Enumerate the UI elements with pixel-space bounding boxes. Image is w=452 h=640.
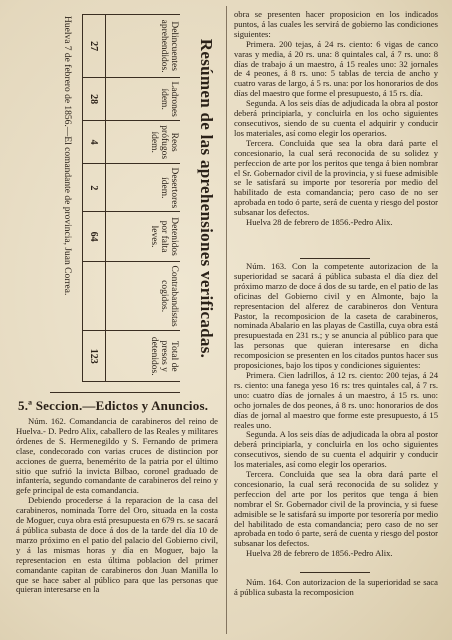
paragraph: obra se presenten hacer proposicion en los indicados puntos, á las cuales les servirá de gobierno las condiciones siguientes: [234,9,438,39]
notice-separator [300,258,370,259]
table-cell: 64 [83,212,106,261]
paragraph: Núm. 162. Comandancia de carabineros del reino de Huelva.- D. Pedro Alix, caballero de las Reales y militares órdenes de S. Hermenegildo y S. Fernando de primera clase, condecorado con varias cruces de distincion por acciones de guerra, benemérito de la patria por el último sitio que sufrió la invicta Bilbao, coronel graduado de infantería, segundo comandante de carabineros del reino y gefe principal de esta comandancia. [16,416,218,496]
paragraph: Debiendo procederse á la reparacion de la casa del carabineros, nominada Torre del Oro, situada en la costa de Moguer, cuya obra está presupuesta en 679 rs. se sacará á pública subasta de doce á dos de la tarde del día 10 de marzo próximo en el patio del palacio del Gobierno civil, y á las mismas horas y día en Moguer, bajo la representacion en esta última poblacion del primer comandante capitan de carabineros don Juan Manilla lo que se hace saber al público para que las personas que quieran interesarse en la [16,495,219,595]
notice-162-continued [234,10,438,228]
summary-table-block [14,6,224,391]
table-cell: 4 [83,121,106,164]
table-header: Desertores ídem. [106,164,181,212]
table-header: Contrabandistas cogidos. [106,261,181,331]
signature: Huelva 28 de febrero de 1856.-Pedro Alix. [246,217,393,228]
table-cell: 2 [83,164,106,212]
summary-title: Resúmen de las aprehensiones verificadas. [197,38,216,359]
table-footer: Huelva 7 de febrero de 1856.—El comandante de provincia, Juan Correa. [62,16,72,296]
paragraph: Tercera. Concluida que sea la obra dará parte el concesionario, la cual será reconocida de su solidez y perfeccion del arte por los peritos que tenga á bien nombrar el Sr. Gobernador civil de la provincia, y si fuese admisible se le satisfará su importe por tesorería por medio del habilitado de esta comandancia; pero caso de no ser aprobada en todo ó parte, será de cuenta y riesgo del postor subsanar los defectos. [234,469,438,549]
notice-separator [300,572,370,573]
table-header: Detenidos por falta leves. [106,212,181,261]
paragraph: Núm. 163. Con la competente autorizacion de la superioridad se sacará á pública subasta el día diez del próximo marzo de doce á dos de su tarde, en el patio de las oficinas del Gobierno civil y en Almonte, bajo la representacion del alferez de carabineros don Ventura Pastor, la recomposicion de la caseta de carabineros, nominada Abalario en las playas de Castilla, cuya obra está presupuestada en 231 rs.; y se anuncia al público para que las personas que quieran interesarse en dicha recomposicion se presenten en los citados puntos hacer sus proposiciones, bajo los tipos y condiciones siguientes: [234,261,438,371]
table-cell [83,261,106,331]
section-rule [50,392,180,393]
paragraph: Núm. 164. Con autorizacion de la superioridad se saca á pública subasta la recomposicion [234,577,438,597]
table-header: Total de presos y detenidos. [106,331,181,382]
paragraph: Primera. 200 tejas, á 24 rs. ciento: 6 vigas de canco varas y media, á 20 rs. una: 8 quintales cal, á 7 rs. uno: 8 días de trabajo á un maestro, á 15 reales uno: 32 jornales de 4 peones, á 8 rs. uno: 5 tablas de tercia de ancho y cuatro varas de largo, á 5 rs. una: por los honorarios de dos días del maestro que forme el presupuesto, á 15 rs. día. [234,38,438,99]
paragraph: Segunda. A los seis días de adjudicada la obra al postor deberá principiarla, y concluirla en los ocho siguientes consecutivos, siendo de su cuenta el adquirir y conducir los materiales, así como elegir los operarios. [234,429,438,470]
table-cell: 27 [83,15,106,78]
notice-163 [234,262,438,559]
notice-162 [16,417,218,595]
table-header: Reos prófugos ídem. [106,121,181,164]
table-header-row [106,15,181,382]
summary-table [82,14,180,382]
paragraph: Tercera. Concluida que sea la obra dará parte el concesionario, la cual será reconocida de su solidez y perfeccion de arte por los peritos que tenga á bien nombrar el Sr. Gobernador civil de la provincia, y si fuese admisible se le satisfará su importe por tesorería por medio del habilitado de esta comandancia; pero caso de no ser aprobada en todo ó parte, será de cuenta y riesgo del postor subsanar los defectos. [234,137,438,218]
table-header: Ladrones ídem. [106,78,181,121]
signature: Huelva 28 de febrero de 1856.-Pedro Alix. [246,548,393,559]
notice-164 [234,578,438,598]
table-header: Delincuentes aprehendidos. [106,15,181,78]
section-heading: 5.ª Seccion.—Edictos y Anuncios. [18,398,209,413]
table-row [83,15,106,382]
paragraph: Segunda. A los seis días de adjudicada la obra al postor deberá principiarla, y concluirla en los ocho siguientes consecutivos, siendo de su cuenta el adquirir y conducir los materiales, así como elegir los operarios. [234,98,438,138]
column-divider [226,6,227,634]
paragraph: Primera. Cien ladrillos, á 12 rs. ciento: 200 tejas, á 24 rs. ciento: una fanega yeso 16 rs: tres quintales cal, á 7 rs. uno: cuatro días de jornales á un maestro, á 15 rs. uno: ocho jornales de dos peones, á 8 rs. uno: honorarios de dos días de jornal al maestro que forme este presupuesto, á 15 reales uno. [234,369,438,430]
table-cell: 123 [83,331,106,382]
table-cell: 28 [83,78,106,121]
